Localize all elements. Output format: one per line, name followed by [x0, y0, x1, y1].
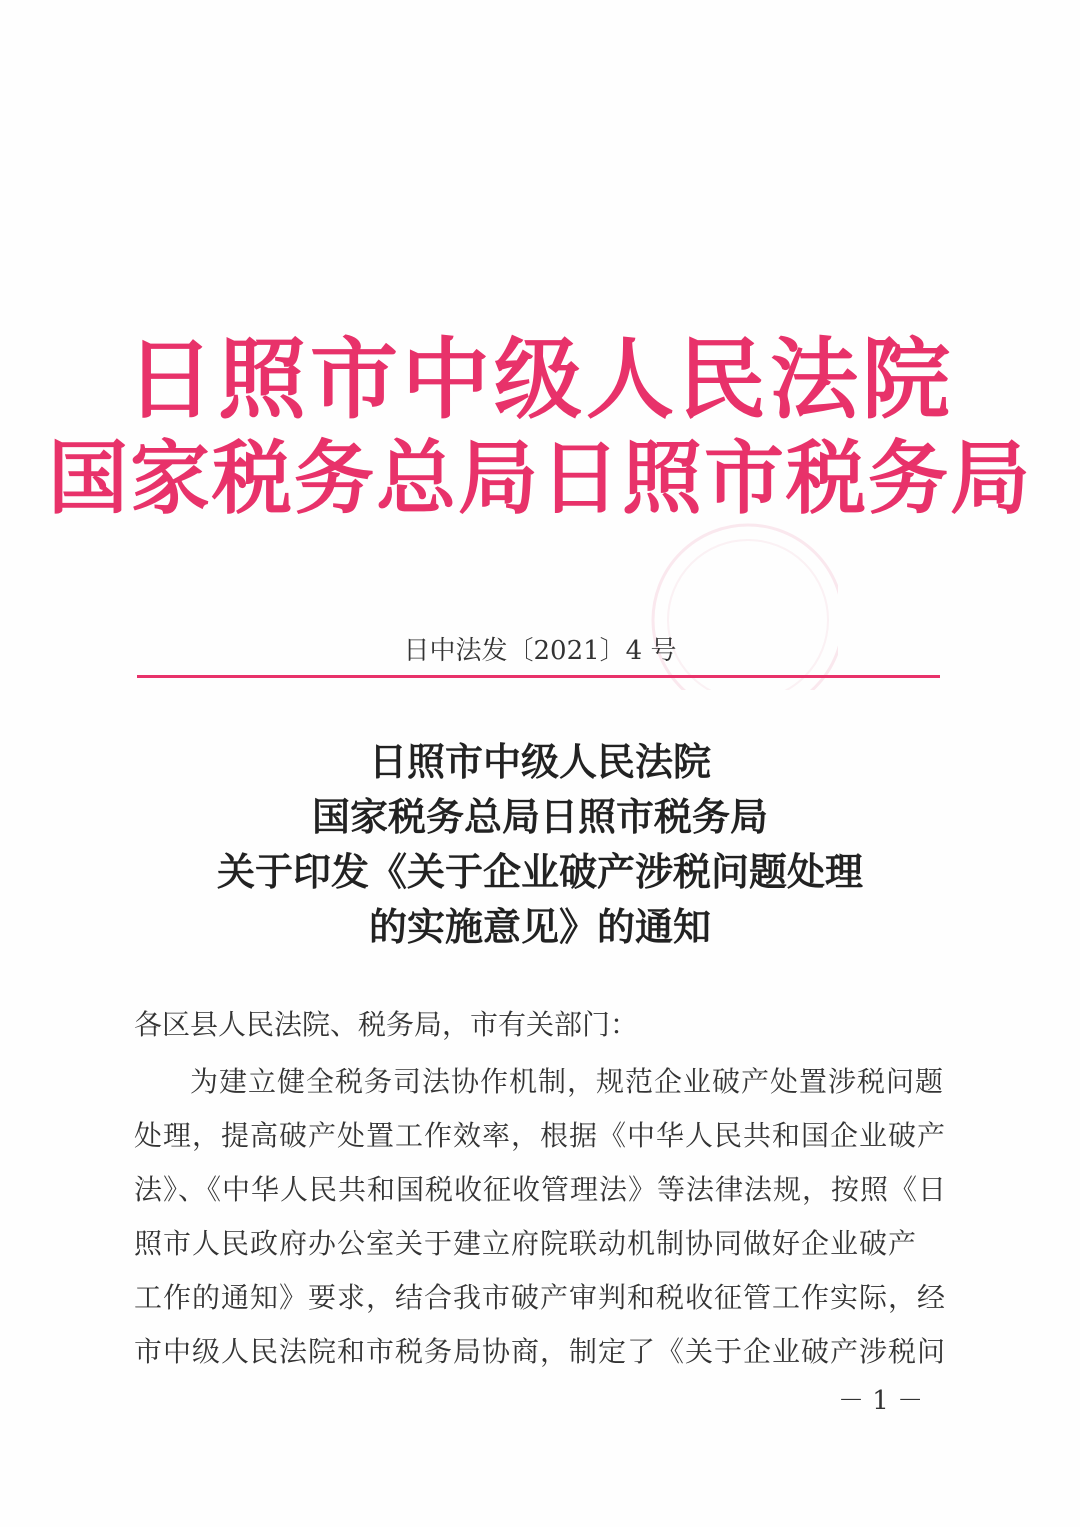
document-number: 日中法发〔2021〕4 号	[403, 636, 677, 666]
body-line: 照市人民政府办公室关于建立府院联动机制协同做好企业破产	[134, 1227, 918, 1260]
body-line: 处理，提高破产处置工作效率，根据《中华人民共和国企业破产	[134, 1119, 947, 1152]
issuing-org-tax-bureau: 国家税务总局日照市税务局	[48, 431, 1032, 525]
body-line: 法》、《中华人民共和国税收征收管理法》等法律法规，按照《日	[134, 1173, 948, 1206]
page-number: － 1 －	[838, 1386, 924, 1416]
title-line: 关于印发《关于企业破产涉税问题处理	[216, 849, 863, 894]
body-paragraph	[134, 1055, 948, 1379]
title-line: 的实施意见》的通知	[368, 904, 711, 949]
issuing-org-court: 日照市中级人民法院	[125, 327, 954, 431]
salutation: 各区县人民法院、税务局，市有关部门：	[134, 1008, 639, 1041]
title-line: 国家税务总局日照市税务局	[311, 794, 768, 839]
red-separator-line	[137, 675, 940, 678]
body-line: 为建立健全税务司法协作机制，规范企业破产处置涉税问题	[190, 1065, 945, 1098]
title-line: 日照市中级人民法院	[368, 739, 711, 784]
body-line: 市中级人民法院和市税务局协商，制定了《关于企业破产涉税问	[134, 1335, 947, 1368]
document-title	[0, 734, 1080, 954]
body-line: 工作的通知》要求，结合我市破产审判和税收征管工作实际，经	[134, 1281, 947, 1314]
